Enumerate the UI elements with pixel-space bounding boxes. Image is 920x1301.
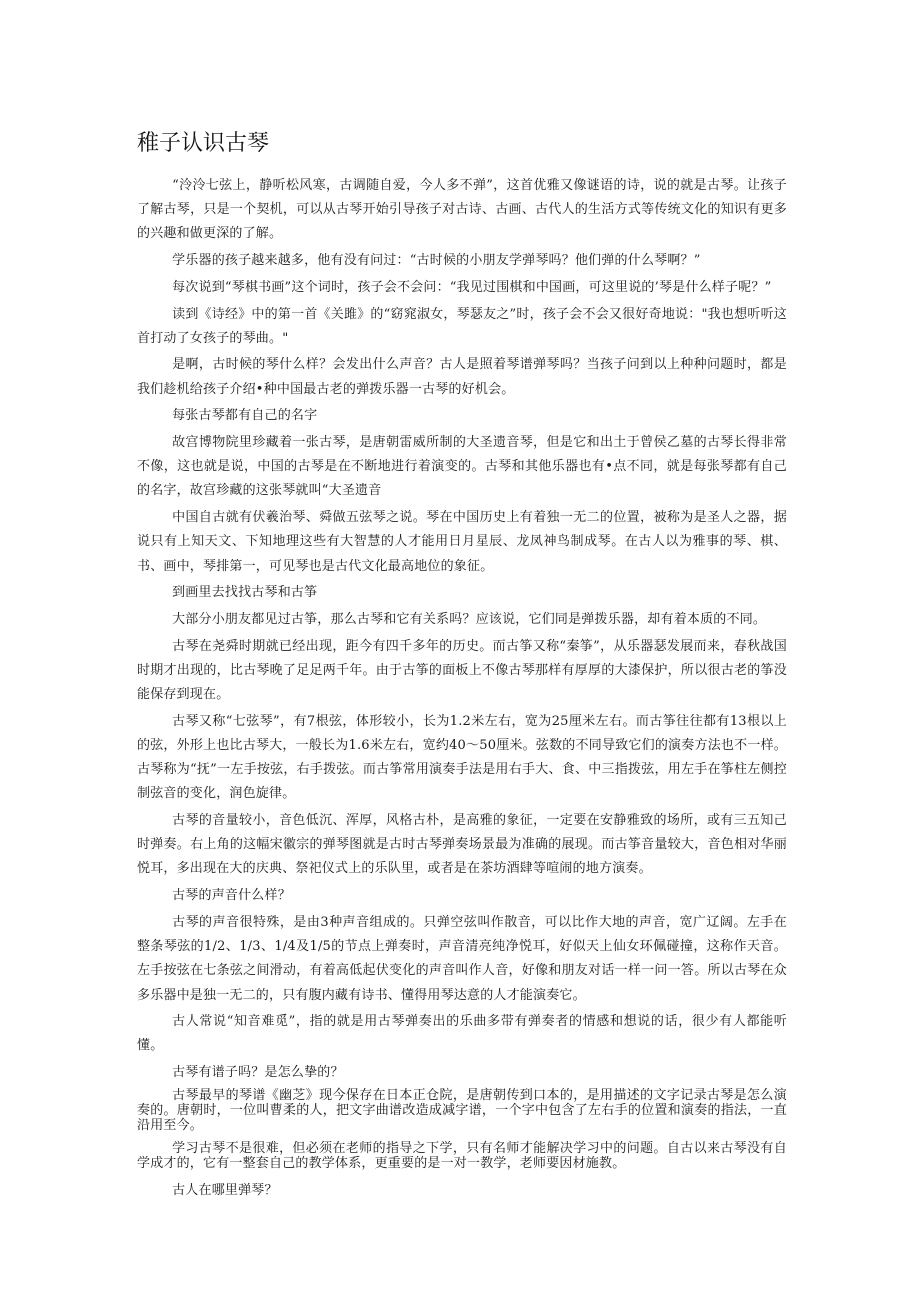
section-heading: 到画里去找找古琴和古筝	[172, 585, 318, 601]
paragraph: 故宫博物院里珍藏着一张古琴，是唐朝雷威所制的大圣遗音琴，但是它和出土于曾侯乙墓的古琴长得非常不像，这也就是说，中国的古琴是在不断地进行着演变的。古琴和其他乐器也有•点不同，就是每张琴都有自己的名字，故宫珍藏的这张琴就叫“大圣遗音	[137, 435, 787, 499]
section-heading: 古人在哪里弹琴？	[172, 1182, 278, 1198]
paragraph: 读到《诗经》中的第一首《关雎》的“窈窕淑女，琴瑟友之”时，孩子会不会又很好奇地说："我也想听听这首打动了女孩子的琴曲。"	[137, 306, 787, 346]
section-heading: 每张古琴都有自己的名字	[172, 408, 318, 424]
paragraph: 古琴最早的琴谱《幽芝》现今保存在日本正仓院，是唐朝传到口本的，是用描述的文字记录古琴是怎么演奏的。唐朝时，一位叫曹柔的人，把文字曲谱改造成减字谱，一个字中包含了左右手的位置和演奏的指法，一直沿用至今。	[137, 1087, 787, 1133]
section-heading: 古琴的声音什么样？	[172, 888, 291, 904]
paragraph: 中国自古就有伏羲治琴、舜做五弦琴之说。琴在中国历史上有着独一无二的位置，被称为是圣人之器，据说只有上知天文、下知地理这些有大智慧的人才能用日月星辰、龙凤神鸟制成琴。在古人以为雅事的琴、棋、书、画中，琴排第一，可见琴也是古代文化最高地位的象征。	[137, 510, 787, 574]
paragraph: 古琴的音量较小，音色低沉、浑厚，风格古朴，是高雅的象征，一定要在安静雅致的场所，或有三五知己时弹奏。右上角的这幅宋徽宗的弹琴图就是古时古琴弹奏场景最为准确的展现。而古筝音量较大，音色相对华丽悦耳，多出现在大的庆典、祭祀仪式上的乐队里，或者是在茶坊酒肆等喧闹的地方演奏。	[137, 813, 787, 877]
paragraph: 每次说到“琴棋书画”这个词时，孩子会不会问：“我见过围棋和中国画，可这里说的’琴是什么样子呢？”	[172, 279, 772, 295]
paragraph: 古琴在尧舜时期就已经出现，距今有四千多年的历史。而古筝又称“秦筝”，从乐器瑟发展而来，春秋战国时期才出现的，比古琴晚了足足两千年。由于古筝的面板上不像古琴那样有厚厚的大漆保护，所以很古老的筝没能保存到现在。	[137, 638, 787, 703]
paragraph: 古琴的声音很特殊，是由3种声音组成的。只弹空弦叫作散音，可以比作大地的声音，宽广辽阔。左手在整条琴弦的1/2、1/3、1/4及1/5的节点上弹奏时，声音清亮纯净悦耳，好似天上仙女环佩碰撞，这称作天音。左手按弦在七条弦之间滑动，有着高低起伏变化的声音叫作人音，好像和朋友对话一样一问一答。所以古琴在众多乐器中是独一无二的，只有腹内藏有诗书、懂得用琴达意的人才能演奏它。	[137, 914, 787, 1003]
document-page	[137, 128, 787, 1206]
page-title: 稚子认识古琴	[137, 131, 270, 156]
paragraph: 学习古琴不是很难，但必须在老师的指导之下学，只有名师才能解决学习中的问题。自古以来古琴没有自学成才的，它有一整套自己的教学体系，更重要的是一对一教学，老师要因材施教。	[137, 1140, 787, 1171]
paragraph: 古人常说“知音难觅”，指的就是用古琴弹奏出的乐曲多带有弹奏者的情感和想说的话，很少有人都能听懂。	[137, 1014, 787, 1054]
paragraph: 大部分小朋友都见过古筝，那么古琴和它有关系吗？应该说，它们同是弹拨乐器，却有着本质的不同。	[172, 611, 767, 627]
paragraph: 学乐器的孩子越来越多，他有没有问过：“古时候的小朋友学弹琴吗？他们弹的什么琴啊？”	[172, 253, 701, 269]
section-heading: 古琴有谱子吗？是怎么挚的？	[172, 1065, 344, 1081]
paragraph: 古琴又称“七弦琴”，有7根弦，体形较小，长为1.2米左右，宽为25厘米左右。而古筝往往都有13根以上的弦，外形上也比古琴大，一般长为1.6米左右，宽约40～50厘米。弦数的不同导致它们的演奏方法也不一样。古琴称为“抚”一左手按弦，右手拨弦。而古筝常用演奏手法是用右手大、食、中三指拨弦，用左手在筝柱左侧控制弦音的变化，润色旋律。	[137, 713, 787, 802]
paragraph: 是啊，古时候的琴什么样？会发出什么声音？古人是照着琴谱弹琴吗？当孩子问到以上种种问题时，都是我们趁机给孩子介绍•种中国最古老的弹拨乐器一古琴的好机会。	[137, 357, 787, 397]
paragraph-intro: “泠泠七弦上，静听松风寒，古调随自爱，今人多不弹”，这首优雅又像谜语的诗，说的就是古琴。让孩子了解古琴，只是一个契机，可以从古琴开始引导孩子对古诗、古画、古代人的生活方式等传统文化的知识有更多的兴趣和做更深的了解。	[137, 178, 787, 242]
